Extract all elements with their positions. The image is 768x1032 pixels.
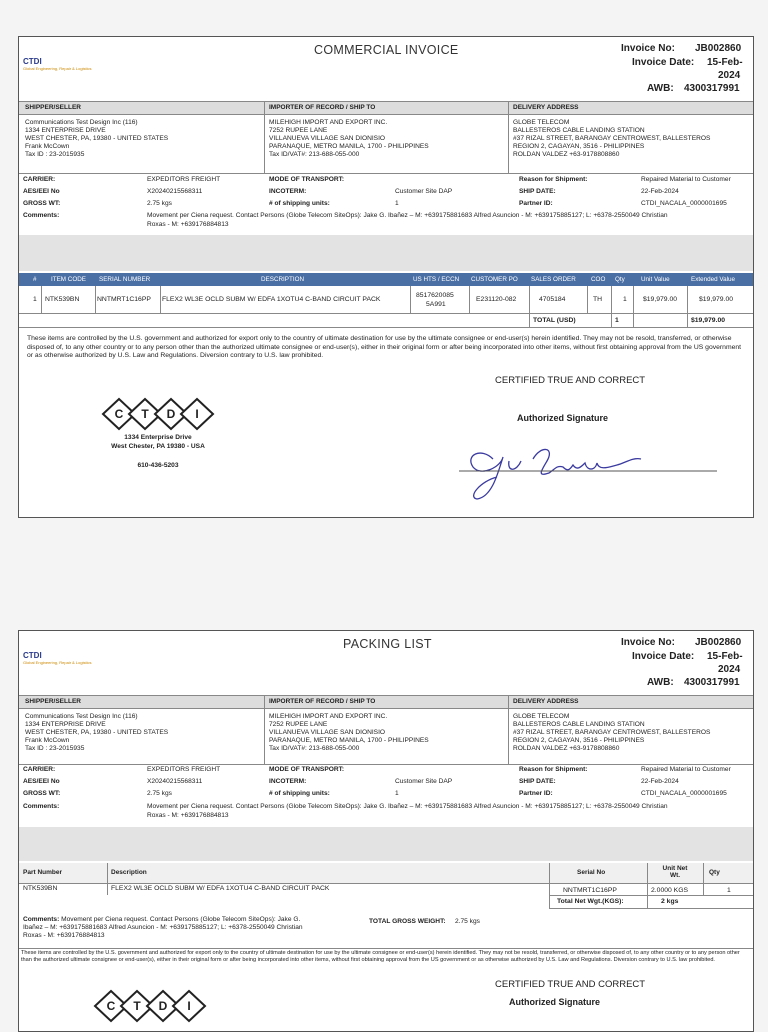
logo-tagline: Global Engineering, Repair & Logistics — [23, 660, 92, 665]
items-table-header: # ITEM CODE SERIAL NUMBER DESCRIPTION US HTS / ECCN CUSTOMER PO SALES ORDER COO Qty Unit Value Extended Value — [19, 273, 753, 286]
gray-band — [19, 827, 753, 861]
units-value: 1 — [395, 200, 399, 207]
address-header-bar: SHIPPER/SELLER IMPORTER OF RECORD / SHIP TO DELIVERY ADDRESS — [19, 695, 753, 709]
total-gross-value: 2.75 kgs — [455, 918, 480, 925]
delivery-address: GLOBE TELECOM BALLESTEROS CABLE LANDING STATION #37 RIZAL STREET, BARANGAY CENTROWEST, BALLESTEROS REGION 2, CAGAYAN, 3516 - PHILIPPINES ROLDAN VALDEZ +63-9178808860 — [513, 119, 711, 158]
total-gross-label: TOTAL GROSS WEIGHT: — [369, 918, 446, 925]
invoice-no: JB002860 — [695, 43, 742, 54]
invoice-date-1: 15-Feb- — [707, 651, 743, 662]
awb-number: 4300317991 — [684, 677, 740, 688]
signature-image — [437, 437, 727, 507]
incoterm-value: Customer Site DAP — [395, 188, 453, 195]
ctdi-phone: 610-436-5203 — [137, 462, 179, 469]
export-disclaimer: These items are controlled by the U.S. government and authorized for export only to the country of ultimate destination for use by the ultimate consignee or end-user(s) herein identified. They may not be resold, transferred, or otherwise disposed of, to any other country or to any person other than the authorized ultimate consignee or end-user(s), either in their original form or after being incorporated into other items, without first obtaining approval from the US government or as otherwise authorized by U.S. Law and Regulations. Diversion contrary to U.S. law prohibited. — [27, 335, 742, 359]
invoice-no-label: Invoice No: — [621, 43, 675, 54]
comments-line-1: Movement per Ciena request. Contact Persons (Globe Telecom SiteOps): Jake G. Ibañez – M: +639175881683 Alfred Asuncion - M: +639175885127; L: +6378-2550049 Christian — [147, 212, 668, 219]
svg-text:T: T — [133, 999, 141, 1013]
invoice-date-1: 15-Feb- — [707, 57, 743, 68]
importer-address: MILEHIGH IMPORT AND EXPORT INC. 7252 RUPEE LANE VILLANUEVA VILLAGE SAN DIONISIO PARANAQUE, METRO MANILA, 1700 - PHILIPPINES Tax ID/VAT#: 213-688-055-000 — [269, 713, 429, 752]
authorized-signature-label: Authorized Signature — [517, 413, 609, 423]
certified-text: CERTIFIED TRUE AND CORRECT — [495, 979, 646, 990]
aes-label: AES/EEI No — [23, 188, 60, 195]
invoice-no-label: Invoice No: — [621, 637, 675, 648]
mode-label: MODE OF TRANSPORT: — [269, 176, 345, 183]
certified-text: CERTIFIED TRUE AND CORRECT — [495, 375, 646, 386]
delivery-header: DELIVERY ADDRESS — [513, 104, 579, 111]
export-disclaimer: These items are controlled by the U.S. government and authorized for export only to the country of ultimate destination for use by the ultimate consignee or end-user(s) herein identified. They may not be resold, transferred, or otherwise disposed of, to any other country or to any person other than the authorized ultimate consignee or end-user(s), either in their original form or after being incorporated into other items, without first obtaining approval from the US government or as otherwise authorized by U.S. Law and Regulations. Diversion contrary to U.S. law prohibited. — [21, 950, 740, 963]
ctdi-diamond-logo — [99, 397, 219, 431]
invoice-no: JB002860 — [695, 637, 742, 648]
total-value: $19,979.00 — [691, 317, 726, 324]
invoice-date-label: Invoice Date: — [632, 57, 695, 68]
logo-tagline: Global Engineering, Repair & Logistics — [23, 66, 92, 71]
reason-value: Repaired Material to Customer — [641, 176, 731, 183]
gray-band — [19, 235, 753, 271]
delivery-address: GLOBE TELECOM BALLESTEROS CABLE LANDING STATION #37 RIZAL STREET, BARANGAY CENTROWEST, BALLESTEROS REGION 2, CAGAYAN, 3516 - PHILIPPINES ROLDAN VALDEZ +63-9178808860 — [513, 713, 711, 752]
carrier-label: CARRIER: — [23, 176, 56, 183]
logo-text: CTDI — [23, 651, 42, 660]
invoice-date-2: 2024 — [718, 70, 741, 81]
awb-label: AWB: — [647, 677, 674, 688]
gross-label: GROSS WT: — [23, 200, 61, 207]
authorized-signature-label: Authorized Signature — [509, 997, 601, 1007]
ctdi-address: 1334 Enterprise Drive West Chester, PA 19380 - USA — [111, 434, 205, 450]
logo-letter-i: I — [195, 407, 199, 421]
awb-number: 4300317991 — [684, 83, 740, 94]
commercial-invoice-page: CTDI Global Engineering, Repair & Logistics COMMERCIAL INVOICE Invoice No: JB002860 Invoice Date: 15-Feb- 2024 AWB: 4300317991 SHIPPER/SELLER IMPORTER OF RECORD / SHIP TO DELIVERY ADDRESS Communications Test Design Inc (116) 1334 ENTERPRISE DRIVE WEST CHESTER, PA, 19380 - UNITED STATES Frank McCown Tax ID : 23-2015935 MILEHIGH IMPORT AND EXPORT INC. 7252 RUPEE LANE VILLANUEVA VILLAGE SAN DIONISIO PARANAQUE, METRO MANILA, 1700 - PHILIPPINES Tax ID/VAT#: 213-688-055-000 GLOBE TELECOM BALLESTEROS CABLE LANDING STATION #37 RIZAL STREET, BARANGAY CENTROWEST, BALLESTEROS REGION 2, CAGAYAN, 3516 - PHILIPPINES ROLDAN VALDEZ +63-9178808860 CARRIER: EXPEDITORS FREIGHT MODE OF TRANSPORT: Reason for Shipment: Repaired Material to Customer AES/EEI No X20240215568311 INCOTERM: Customer Site DAP SHIP DATE: 22-Feb-2024 GROSS WT: 2.75 kgs # of shipping units: 1 Partner ID: CTDI_NACALA_0000001695 Comments: Movement per Ciena request. Contact Persons (Globe Telecom SiteOps): Jake G. Ibañez – M: +639175881683 Alfred Asuncion - M: +639175885127; L: +6378-2550049 Christian Roxas - M: +639176884813 # ITEM CODE SERIAL NUMBER DESCRIPTION US HTS / ECCN CUSTOMER PO SALES ORDER COO Qty Unit Value Extended Value 1 NTK539BN NNTMRT1C16PP FLEX2 WL3E OCLD SUBM W/ EDFA 1XOTU4 C-BAND CIRCUIT PACK 8517620085 5A991 E231120-082 4705184 TH 1 $19,979.00 $19,979.00 TOTAL (USD) 1 $19,979.00 These items are controlled by the U.S. government and authorized for export only to the country of ultimate destination for use by the ultimate consignee or end-user(s) herein identified. They may not be resold, transferred, or otherwise disposed of, to any other country or to any person other than the authorized ultimate consignee or end-user(s), either in their original form or after being incorporated into other items, without first obtaining approval from the US government or as otherwise authorized by U.S. Law and Regulations. Diversion contrary to U.S. law prohibited. CERTIFIED TRUE AND CORRECT Authorized Signature C T D I 1334 Enterprise Drive West Chester, PA 19380 - USA 610-436-5203 — [18, 36, 754, 518]
aes-value: X20240215568311 — [147, 188, 203, 195]
partner-label: Partner ID: — [519, 200, 553, 207]
net-weight-label: Total Net Wgt.(KGS): — [557, 898, 624, 905]
document-title: PACKING LIST — [343, 637, 432, 651]
packing-list-page: CTDI Global Engineering, Repair & Logistics PACKING LIST Invoice No: JB002860 Invoice Date: 15-Feb- 2024 AWB: 4300317991 SHIPPER/SELLER IMPORTER OF RECORD / SHIP TO DELIVERY ADDRESS Communications Test Design Inc (116) 1334 ENTERPRISE DRIVE WEST CHESTER, PA, 19380 - UNITED STATES Frank McCown Tax ID : 23-2015935 MILEHIGH IMPORT AND EXPORT INC. 7252 RUPEE LANE VILLANUEVA VILLAGE SAN DIONISIO PARANAQUE, METRO MANILA, 1700 - PHILIPPINES Tax ID/VAT#: 213-688-055-000 GLOBE TELECOM BALLESTEROS CABLE LANDING STATION #37 RIZAL STREET, BARANGAY CENTROWEST, BALLESTEROS REGION 2, CAGAYAN, 3516 - PHILIPPINES ROLDAN VALDEZ +63-9178808860 CARRIER: EXPEDITORS FREIGHT MODE OF TRANSPORT: Reason for Shipment: Repaired Material to Customer AES/EEI No X20240215568311 INCOTERM: Customer Site DAP SHIP DATE: 22-Feb-2024 GROSS WT: 2.75 kgs # of shipping units: 1 Partner ID: CTDI_NACALA_0000001695 Comments: Movement per Ciena request. Contact Persons (Globe Telecom SiteOps): Jake G. Ibañez – M: +639175881683 Alfred Asuncion - M: +639175885127; L: +6378-2550049 Christian Roxas - M: +639176884813 Part Number Description Serial No Unit Net Wt. Qty NTK539BN FLEX2 WL3E OCLD SUBM W/ EDFA 1XOTU4 C-BAND CIRCUIT PACK NNTMRT1C16PP 2.0000 KGS 1 Total Net Wgt.(KGS): 2 kgs Comments: Movement per Ciena request. Contact Persons (Globe Telecom SiteOps): Jake G. Ibañez – M: +639175881683 Alfred Asuncion - M: +639175885127; L: +6378-2550049 Christian Roxas - M: +639176884813 TOTAL GROSS WEIGHT: 2.75 kgs These items are controlled by the U.S. government and authorized for export only to the country of ultimate destination for use by the ultimate consignee or end-user(s) herein identified. They may not be resold, transferred, or otherwise disposed of, to any other country or to any person other than the authorized ultimate consignee or end-user(s), either in their original form or after being incorporated into other items, without first obtaining approval from the US government or as otherwise authorized by U.S. Law and Regulations. Diversion contrary to U.S. law prohibited. CERTIFIED TRUE AND CORRECT Authorized Signature C T D I — [18, 630, 754, 1032]
shipper-header: SHIPPER/SELLER — [25, 104, 81, 111]
document-title: COMMERCIAL INVOICE — [314, 43, 459, 57]
logo-letter-d: D — [166, 407, 176, 421]
logo-letter-t: T — [141, 407, 149, 421]
ctdi-diamond-logo — [91, 989, 211, 1023]
gross-value: 2.75 kgs — [147, 200, 172, 207]
total-qty: 1 — [615, 317, 619, 324]
partner-value: CTDI_NACALA_0000001695 — [641, 200, 727, 207]
packing-comments: Comments: Movement per Ciena request. Contact Persons (Globe Telecom SiteOps): Jake G. Ibañez – M: +639175881683 Alfred Asuncion - M: +639175885127; L: +6378-2550049 Christian Roxas - M: +639176884813 — [23, 916, 303, 939]
carrier-value: EXPEDITORS FREIGHT — [147, 176, 221, 183]
importer-address: MILEHIGH IMPORT AND EXPORT INC. 7252 RUPEE LANE VILLANUEVA VILLAGE SAN DIONISIO PARANAQUE, METRO MANILA, 1700 - PHILIPPINES Tax ID/VAT#: 213-688-055-000 — [269, 119, 429, 158]
reason-label: Reason for Shipment: — [519, 176, 588, 183]
comments-label: Comments: — [23, 212, 60, 219]
svg-text:I: I — [187, 999, 191, 1013]
shipdate-label: SHIP DATE: — [519, 188, 556, 195]
svg-text:D: D — [158, 999, 168, 1013]
net-weight-value: 2 kgs — [661, 898, 679, 905]
importer-header: IMPORTER OF RECORD / SHIP TO — [269, 104, 376, 111]
comments-line-2: Roxas - M: +639176884813 — [147, 221, 229, 228]
packing-table-header: Part Number Description Serial No Unit Net Wt. Qty — [19, 863, 753, 883]
logo-text: CTDI — [23, 57, 42, 66]
svg-text:C: C — [106, 999, 116, 1013]
invoice-date-label: Invoice Date: — [632, 651, 695, 662]
logo-letter-c: C — [114, 407, 124, 421]
shipdate-value: 22-Feb-2024 — [641, 188, 679, 195]
awb-label: AWB: — [647, 83, 674, 94]
ctdi-logo — [23, 57, 91, 71]
total-label: TOTAL (USD) — [533, 317, 576, 324]
ctdi-logo — [23, 651, 91, 665]
units-label: # of shipping units: — [269, 200, 330, 207]
shipper-address: Communications Test Design Inc (116) 1334 ENTERPRISE DRIVE WEST CHESTER, PA, 19380 - UNITED STATES Frank McCown Tax ID : 23-2015935 — [25, 713, 169, 752]
invoice-date-2: 2024 — [718, 664, 741, 675]
incoterm-label: INCOTERM: — [269, 188, 307, 195]
address-header-bar — [19, 101, 753, 115]
shipper-address: Communications Test Design Inc (116) 1334 ENTERPRISE DRIVE WEST CHESTER, PA, 19380 - UNITED STATES Frank McCown Tax ID : 23-2015935 — [25, 119, 169, 158]
